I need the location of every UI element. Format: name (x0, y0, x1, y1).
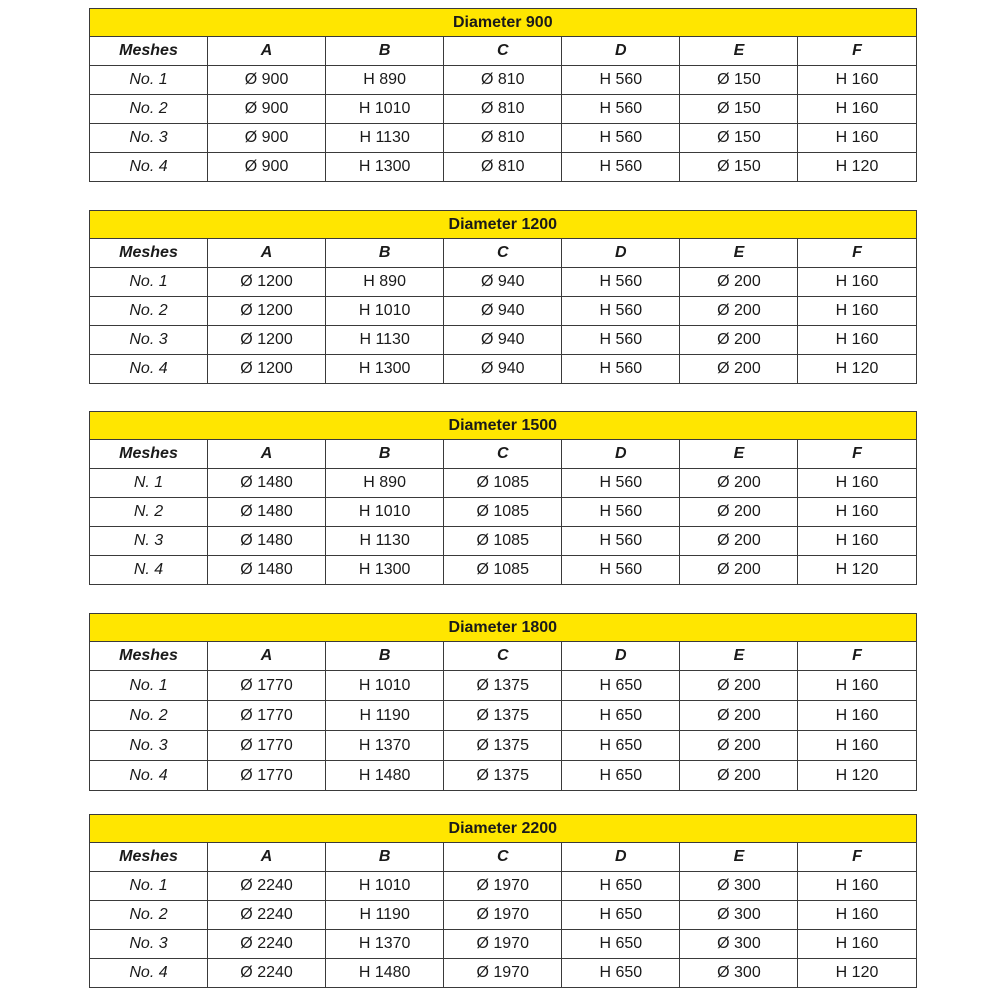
column-header-c: C (444, 440, 562, 469)
column-header-meshes: Meshes (90, 642, 208, 671)
table-row (90, 297, 917, 326)
column-header-meshes: Meshes (90, 239, 208, 268)
table-cell: Ø 200 (680, 498, 798, 527)
table-cell: H 560 (562, 297, 680, 326)
table-title: Diameter 1500 (90, 412, 917, 440)
table-cell: H 1480 (326, 761, 444, 791)
table-title: Diameter 2200 (90, 815, 917, 843)
table-cell: H 160 (798, 124, 916, 153)
table-cell: H 560 (562, 556, 680, 585)
column-header-meshes: Meshes (90, 440, 208, 469)
mesh-cell: No. 3 (90, 731, 208, 761)
table-cell: Ø 2240 (208, 872, 326, 901)
table-cell: Ø 1085 (444, 498, 562, 527)
table-cell: H 1130 (326, 527, 444, 556)
column-header-e: E (680, 37, 798, 66)
table-row (90, 701, 917, 731)
mesh-cell: No. 3 (90, 326, 208, 355)
spec-table-diameter-1800 (89, 613, 917, 791)
mesh-cell: No. 4 (90, 761, 208, 791)
table-row (90, 671, 917, 701)
mesh-cell: N. 1 (90, 469, 208, 498)
table-cell: Ø 300 (680, 959, 798, 988)
table-cell: H 560 (562, 498, 680, 527)
table-cell: H 1300 (326, 355, 444, 384)
table-cell: Ø 200 (680, 355, 798, 384)
table-cell: H 160 (798, 901, 916, 930)
column-header-d: D (562, 843, 680, 872)
table-cell: Ø 300 (680, 872, 798, 901)
table-cell: H 1010 (326, 297, 444, 326)
table-cell: H 1370 (326, 731, 444, 761)
table-cell: H 650 (562, 959, 680, 988)
table-cell: H 160 (798, 671, 916, 701)
table-cell: H 890 (326, 66, 444, 95)
column-header-f: F (798, 642, 916, 671)
column-header-f: F (798, 843, 916, 872)
table-row (90, 153, 917, 182)
table-row (90, 761, 917, 791)
column-header-e: E (680, 440, 798, 469)
mesh-cell: No. 3 (90, 930, 208, 959)
table-cell: Ø 810 (444, 153, 562, 182)
column-header-f: F (798, 37, 916, 66)
column-header-c: C (444, 37, 562, 66)
table-cell: Ø 810 (444, 66, 562, 95)
mesh-cell: N. 4 (90, 556, 208, 585)
table-cell: Ø 1970 (444, 959, 562, 988)
table-cell: H 160 (798, 297, 916, 326)
spec-table-diameter-1500 (89, 411, 917, 585)
table-cell: H 120 (798, 153, 916, 182)
table-row (90, 901, 917, 930)
table-cell: Ø 200 (680, 761, 798, 791)
table-cell: Ø 1770 (208, 761, 326, 791)
table-cell: Ø 1375 (444, 671, 562, 701)
column-header-d: D (562, 239, 680, 268)
table-cell: Ø 810 (444, 95, 562, 124)
table-cell: H 890 (326, 268, 444, 297)
table-cell: Ø 1375 (444, 701, 562, 731)
table-cell: Ø 200 (680, 731, 798, 761)
table-row (90, 95, 917, 124)
mesh-cell: No. 2 (90, 901, 208, 930)
table-row (90, 124, 917, 153)
column-header-a: A (208, 440, 326, 469)
column-header-c: C (444, 843, 562, 872)
table-cell: Ø 300 (680, 901, 798, 930)
table-cell: H 160 (798, 527, 916, 556)
table-cell: Ø 200 (680, 268, 798, 297)
mesh-cell: No. 4 (90, 153, 208, 182)
table-cell: H 1010 (326, 872, 444, 901)
table-cell: Ø 1770 (208, 731, 326, 761)
table-cell: H 560 (562, 153, 680, 182)
table-title: Diameter 1200 (90, 211, 917, 239)
mesh-cell: N. 3 (90, 527, 208, 556)
column-header-meshes: Meshes (90, 37, 208, 66)
table-cell: Ø 1770 (208, 701, 326, 731)
table-cell: H 560 (562, 95, 680, 124)
table-cell: Ø 940 (444, 326, 562, 355)
table-cell: Ø 200 (680, 326, 798, 355)
mesh-cell: No. 2 (90, 95, 208, 124)
table-cell: Ø 200 (680, 297, 798, 326)
column-header-b: B (326, 843, 444, 872)
table-cell: H 560 (562, 355, 680, 384)
column-header-d: D (562, 440, 680, 469)
mesh-cell: No. 2 (90, 297, 208, 326)
table-title: Diameter 900 (90, 9, 917, 37)
table-row (90, 527, 917, 556)
column-header-e: E (680, 239, 798, 268)
table-cell: Ø 2240 (208, 959, 326, 988)
column-header-b: B (326, 239, 444, 268)
table-cell: Ø 200 (680, 527, 798, 556)
table-cell: H 1370 (326, 930, 444, 959)
table-cell: H 650 (562, 701, 680, 731)
table-cell: Ø 1480 (208, 498, 326, 527)
table-cell: H 160 (798, 872, 916, 901)
mesh-cell: No. 3 (90, 124, 208, 153)
table-row (90, 959, 917, 988)
table-cell: H 120 (798, 959, 916, 988)
table-cell: H 1130 (326, 124, 444, 153)
table-cell: H 120 (798, 556, 916, 585)
table-cell: H 560 (562, 66, 680, 95)
spec-table-diameter-900 (89, 8, 917, 182)
table-cell: H 160 (798, 930, 916, 959)
table-cell: Ø 1085 (444, 527, 562, 556)
column-header-a: A (208, 239, 326, 268)
table-cell: H 120 (798, 355, 916, 384)
table-cell: Ø 940 (444, 268, 562, 297)
mesh-cell: No. 2 (90, 701, 208, 731)
column-header-b: B (326, 440, 444, 469)
table-cell: Ø 1375 (444, 731, 562, 761)
mesh-cell: No. 1 (90, 66, 208, 95)
table-cell: Ø 300 (680, 930, 798, 959)
column-header-meshes: Meshes (90, 843, 208, 872)
spec-table-diameter-2200 (89, 814, 917, 988)
table-cell: H 560 (562, 124, 680, 153)
table-cell: Ø 150 (680, 66, 798, 95)
table-cell: Ø 900 (208, 124, 326, 153)
table-cell: Ø 2240 (208, 930, 326, 959)
table-cell: Ø 200 (680, 469, 798, 498)
table-cell: H 1010 (326, 671, 444, 701)
table-cell: Ø 900 (208, 66, 326, 95)
column-header-e: E (680, 843, 798, 872)
mesh-cell: No. 4 (90, 355, 208, 384)
table-cell: Ø 1480 (208, 469, 326, 498)
table-cell: Ø 150 (680, 153, 798, 182)
table-cell: H 1010 (326, 95, 444, 124)
table-cell: H 650 (562, 671, 680, 701)
table-row (90, 498, 917, 527)
table-row (90, 872, 917, 901)
table-cell: Ø 1480 (208, 527, 326, 556)
table-cell: H 160 (798, 701, 916, 731)
table-cell: Ø 900 (208, 153, 326, 182)
table-cell: Ø 940 (444, 355, 562, 384)
table-cell: H 160 (798, 268, 916, 297)
table-cell: Ø 2240 (208, 901, 326, 930)
table-cell: H 650 (562, 901, 680, 930)
mesh-cell: No. 1 (90, 268, 208, 297)
mesh-cell: No. 1 (90, 872, 208, 901)
table-row (90, 66, 917, 95)
table-title: Diameter 1800 (90, 614, 917, 642)
column-header-c: C (444, 239, 562, 268)
table-cell: Ø 1200 (208, 297, 326, 326)
table-cell: Ø 1770 (208, 671, 326, 701)
column-header-b: B (326, 37, 444, 66)
spec-table-diameter-1200 (89, 210, 917, 384)
table-cell: Ø 1085 (444, 556, 562, 585)
table-cell: Ø 1970 (444, 930, 562, 959)
table-cell: H 650 (562, 930, 680, 959)
mesh-cell: No. 4 (90, 959, 208, 988)
table-cell: H 650 (562, 731, 680, 761)
column-header-d: D (562, 37, 680, 66)
table-cell: Ø 940 (444, 297, 562, 326)
table-cell: H 120 (798, 761, 916, 791)
table-cell: Ø 1085 (444, 469, 562, 498)
table-cell: Ø 150 (680, 95, 798, 124)
table-cell: H 1480 (326, 959, 444, 988)
table-cell: Ø 1200 (208, 355, 326, 384)
table-cell: H 160 (798, 469, 916, 498)
table-cell: H 650 (562, 872, 680, 901)
table-row (90, 731, 917, 761)
table-cell: H 1300 (326, 153, 444, 182)
table-cell: Ø 200 (680, 556, 798, 585)
column-header-e: E (680, 642, 798, 671)
table-cell: Ø 900 (208, 95, 326, 124)
table-cell: Ø 1970 (444, 901, 562, 930)
column-header-a: A (208, 843, 326, 872)
table-cell: Ø 1375 (444, 761, 562, 791)
table-cell: H 560 (562, 326, 680, 355)
table-row (90, 326, 917, 355)
column-header-a: A (208, 37, 326, 66)
mesh-cell: No. 1 (90, 671, 208, 701)
column-header-c: C (444, 642, 562, 671)
table-cell: H 160 (798, 66, 916, 95)
column-header-f: F (798, 440, 916, 469)
table-row (90, 268, 917, 297)
table-cell: H 160 (798, 731, 916, 761)
column-header-d: D (562, 642, 680, 671)
table-cell: H 160 (798, 498, 916, 527)
column-header-f: F (798, 239, 916, 268)
table-cell: H 1300 (326, 556, 444, 585)
table-row (90, 469, 917, 498)
table-cell: H 1190 (326, 701, 444, 731)
table-cell: H 560 (562, 527, 680, 556)
table-cell: H 1010 (326, 498, 444, 527)
table-cell: H 1190 (326, 901, 444, 930)
table-cell: H 650 (562, 761, 680, 791)
table-cell: Ø 1970 (444, 872, 562, 901)
table-row (90, 930, 917, 959)
column-header-a: A (208, 642, 326, 671)
mesh-cell: N. 2 (90, 498, 208, 527)
table-cell: H 890 (326, 469, 444, 498)
table-row (90, 556, 917, 585)
table-cell: Ø 1480 (208, 556, 326, 585)
table-row (90, 355, 917, 384)
table-cell: H 560 (562, 469, 680, 498)
table-cell: Ø 150 (680, 124, 798, 153)
table-cell: Ø 1200 (208, 268, 326, 297)
table-cell: H 560 (562, 268, 680, 297)
table-cell: Ø 200 (680, 701, 798, 731)
table-cell: H 1130 (326, 326, 444, 355)
table-cell: Ø 1200 (208, 326, 326, 355)
table-cell: Ø 810 (444, 124, 562, 153)
column-header-b: B (326, 642, 444, 671)
table-cell: H 160 (798, 95, 916, 124)
table-cell: Ø 200 (680, 671, 798, 701)
table-cell: H 160 (798, 326, 916, 355)
